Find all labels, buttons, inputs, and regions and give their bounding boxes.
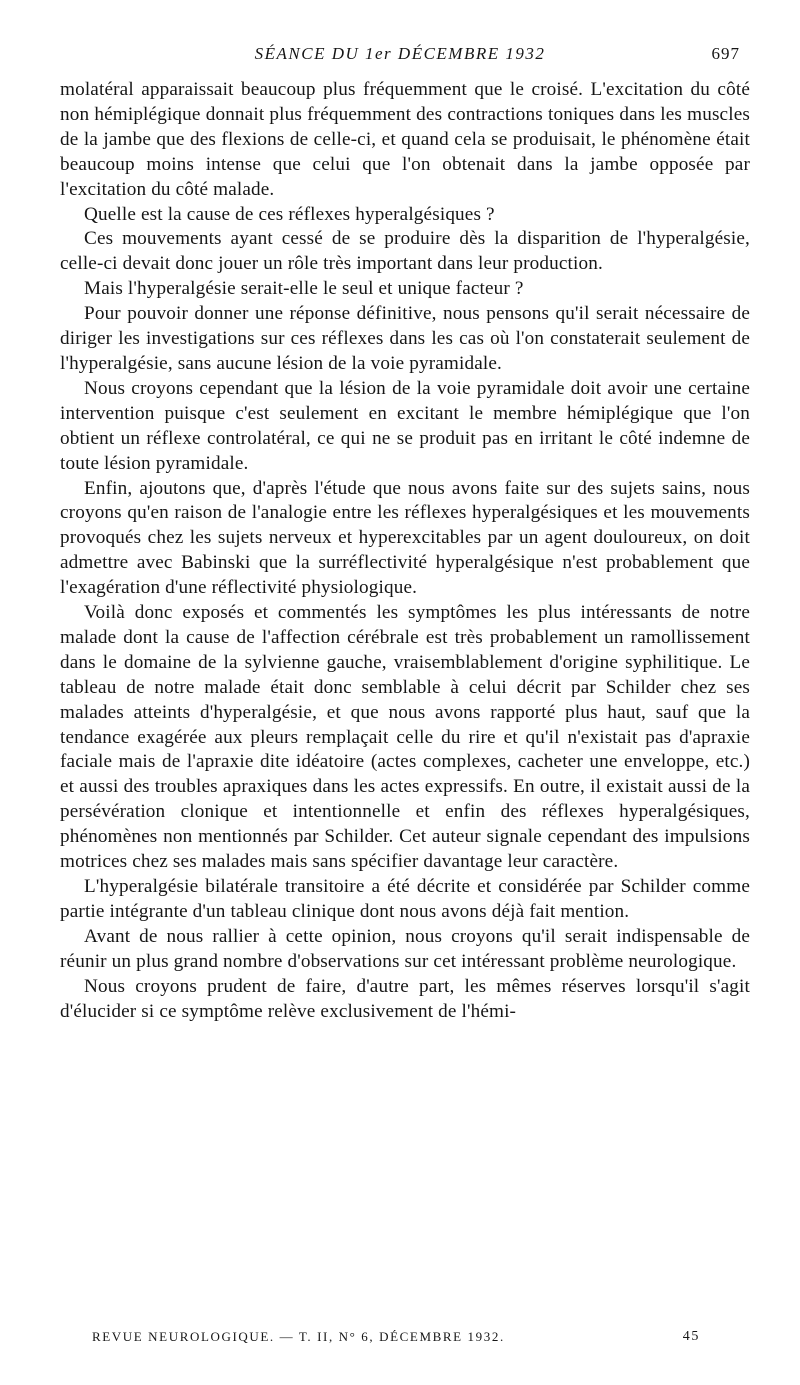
paragraph-continued: molatéral apparaissait beaucoup plus fréquemment que le croisé. L'excitation du côté non hémiplégique donnait plus fréquemment des contractions toniques dans les muscles de la jambe que des flexions de celle-ci, et quand cela se produisait, le phénomène était beaucoup moins intense que celui que l'on obtenait dans la jambe opposée par l'excitation du côté malade. bbox=[60, 79, 750, 200]
paragraph: Voilà donc exposés et commentés les symptômes les plus intéressants de notre malade dont la cause de l'affection cérébrale est très probablement un ramollissement dans le domaine de la sylvienne gauche, vraisemblablement d'origine syphilitique. Le tableau de notre malade était donc semblable à celui décrit par Schilder chez ses malades atteints d'hyperalgésie, et que nous avons rapporté plus haut, sauf que la tendance exagérée aux pleurs remplaçait celle du rire et qu'il n'existait pas d'apraxie faciale mais de l'apraxie dite idéatoire (actes complexes, cacheter une enveloppe, etc.) et aussi des troubles apraxiques dans les actes expressifs. En outre, il existait aussi de la persévération clonique et intentionnelle et enfin des réflexes hyperalgésiques, phénomènes non mentionnés par Schilder. Cet auteur signale cependant des impulsions motrices chez ses malades mais sans spécifier davantage leur caractère. bbox=[60, 602, 750, 873]
running-title: SÉANCE DU 1er DÉCEMBRE 1932 bbox=[254, 44, 546, 63]
paragraph: L'hyperalgésie bilatérale transitoire a été décrite et considérée par Schilder comme partie intégrante d'un tableau clinique dont nous avons déjà fait mention. bbox=[60, 876, 750, 922]
footer-journal-citation: REVUE NEUROLOGIQUE. — T. II, N° 6, DÉCEMBRE 1932. bbox=[92, 1329, 505, 1344]
body-text bbox=[60, 78, 750, 1024]
paragraph: Avant de nous rallier à cette opinion, nous croyons qu'il serait indispensable de réunir un plus grand nombre d'observations sur cet intéressant problème neurologique. bbox=[60, 925, 750, 972]
paragraph: Nous croyons prudent de faire, d'autre part, les mêmes réserves lorsqu'il s'agit d'élucider si ce symptôme relève exclusivement de l'hémi- bbox=[60, 975, 750, 1022]
footer-signature-mark: 45 bbox=[682, 1329, 700, 1344]
running-head bbox=[60, 44, 740, 68]
paragraph: Enfin, ajoutons que, d'après l'étude que nous avons faite sur des sujets sains, nous croyons qu'en raison de l'analogie entre les réflexes hyperalgésiques et les mouvements provoqués chez les sujets nerveux et hyperexcitables par un agent douloureux, on doit admettre avec Babinski que la surréflectivité hyperalgésique n'est probablement que l'exagération d'une réflectivité physiologique. bbox=[60, 477, 750, 599]
paragraph: Pour pouvoir donner une réponse définitive, nous pensons qu'il serait nécessaire de diriger les investigations sur ces réflexes dans les cas où l'on constaterait seulement de l'hyperalgésie, sans aucune lésion de la voie pyramidale. bbox=[60, 303, 750, 374]
paragraph: Nous croyons cependant que la lésion de la voie pyramidale doit avoir une certaine intervention puisque c'est seulement en excitant le membre hémiplégique que l'on obtient un réflexe controlatéral, ce qui ne se produit pas en irritant le côté indemne de toute lésion pyramidale. bbox=[60, 377, 750, 474]
page-number: 697 bbox=[711, 44, 740, 63]
paragraph: Ces mouvements ayant cessé de se produire dès la disparition de l'hyperalgésie, celle-ci devait donc jouer un rôle très important dans leur production. bbox=[60, 228, 750, 275]
paragraph: Mais l'hyperalgésie serait-elle le seul et unique facteur ? bbox=[84, 278, 524, 300]
page-footer bbox=[60, 1329, 740, 1351]
paragraph: Quelle est la cause de ces réflexes hyperalgésiques ? bbox=[84, 203, 495, 225]
